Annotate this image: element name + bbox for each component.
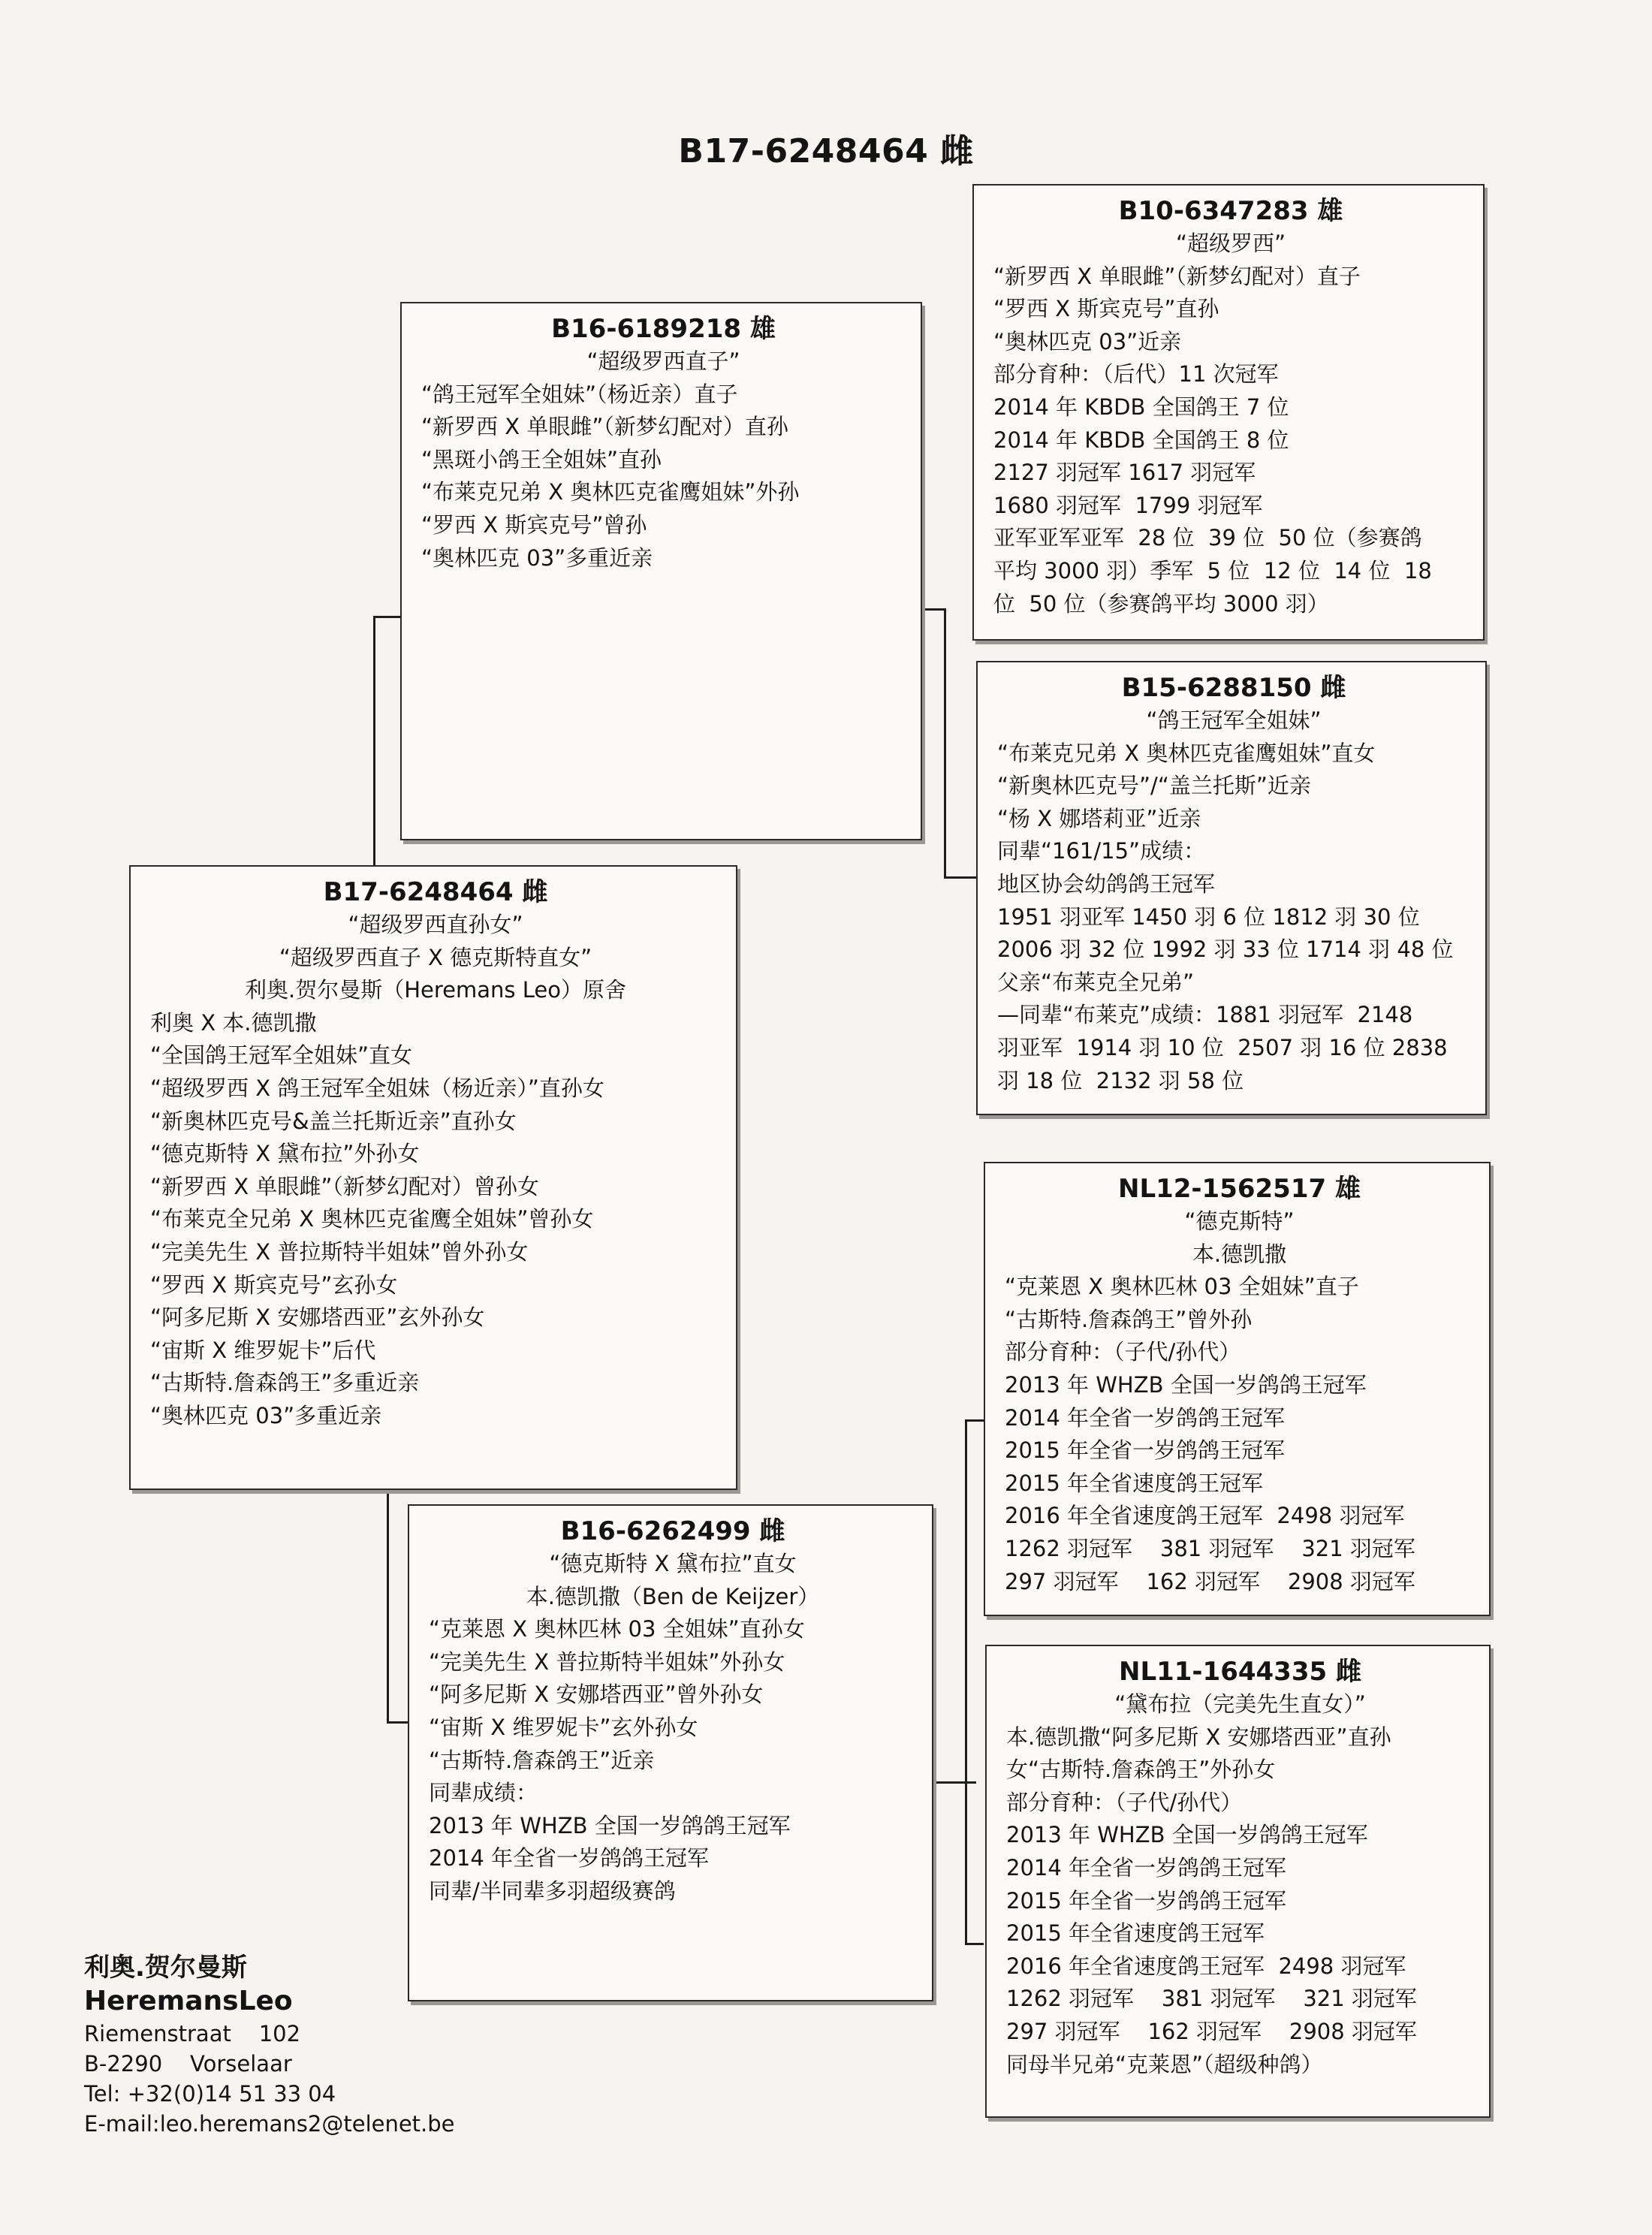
card-line: 2016 年全省速度鸽王冠军 2498 羽冠军 (1005, 1503, 1405, 1529)
connector-line (373, 616, 375, 871)
card-line: 同辈“161/15”成绩： (997, 838, 1206, 864)
card-line: 羽 18 位 2132 羽 58 位 (997, 1067, 1244, 1093)
card-line: 利奥 X 本.德凯撒 (150, 1009, 317, 1036)
card-body (421, 345, 906, 575)
card-line: 2014 年 KBDB 全国鸽王 8 位 (993, 427, 1289, 453)
card-line: “超级罗西” (1175, 231, 1286, 256)
card-line: 2015 年全省速度鸽王冠军 (1006, 1920, 1265, 1947)
card-heading: NL12-1562517 雄 (1118, 1174, 1361, 1204)
card-line: “超级罗西 X 鸽王冠军全姐妹（杨近亲）”直孙女 (150, 1075, 604, 1101)
card-line: “古斯特.詹森鸽王”多重近亲 (150, 1370, 420, 1396)
card-line: 2013 年 WHZB 全国一岁鸽鸽王冠军 (429, 1812, 791, 1838)
card-line: “德克斯特 X 黛布拉”直女 (549, 1551, 797, 1576)
card-line: 2015 年全省速度鸽王冠军 (1005, 1470, 1264, 1496)
card-body (1006, 1688, 1474, 2081)
connector-line (922, 608, 946, 611)
card-line: 2015 年全省一岁鸽鸽王冠军 (1005, 1437, 1286, 1464)
card-line: “罗西 X 斯宾克号”直孙 (993, 296, 1219, 322)
sire-card (400, 302, 922, 840)
card-line: “罗西 X 斯宾克号”玄孙女 (150, 1271, 398, 1298)
connector-line (965, 1943, 984, 1945)
card-line: 1262 羽冠军 381 羽冠军 321 羽冠军 (1005, 1535, 1415, 1561)
card-line: “超级罗西直子 X 德克斯特直女” (279, 944, 592, 970)
card-line: 同母半兄弟“克莱恩”（超级种鸽） (1006, 2051, 1323, 2077)
card-line: 1262 羽冠军 381 羽冠军 321 羽冠军 (1006, 1986, 1417, 2012)
card-line: “黛布拉（完美先生直女）” (1114, 1691, 1366, 1717)
card-heading: B10-6347283 雄 (1118, 196, 1343, 226)
connector-line (944, 876, 978, 879)
card-line: 地区协会幼鸽鸽王冠军 (997, 870, 1216, 897)
dam-card (408, 1504, 933, 2001)
card-line: 部分育种：（后代）11 次冠军 (993, 361, 1279, 388)
card-line: “杨 X 娜塔莉亚”近亲 (997, 805, 1201, 831)
card-line: —同辈“布莱克”成绩：1881 羽冠军 2148 (997, 1002, 1413, 1028)
card-line: 亚军亚军亚军 28 位 39 位 50 位（参赛鸽 (993, 525, 1422, 551)
card-line: “新罗西 X 单眼雌”（新梦幻配对）直孙 (421, 414, 788, 440)
card-line: “新罗西 X 单眼雌”（新梦幻配对）曾孙女 (150, 1173, 539, 1199)
card-line: “古斯特.詹森鸽王”曾外孙 (1005, 1306, 1253, 1332)
card-line: “阿多尼斯 X 安娜塔西亚”玄外孙女 (150, 1305, 485, 1331)
card-line: “奥林匹克 03”多重近亲 (421, 544, 653, 571)
card-line: 2014 年全省一岁鸽鸽王冠军 (1006, 1854, 1287, 1881)
card-line: “完美先生 X 普拉斯特半姐妹”曾外孙女 (150, 1238, 529, 1265)
connector-line (944, 608, 946, 879)
card-line: 2014 年全省一岁鸽鸽王冠军 (1005, 1404, 1286, 1431)
breeder-tel: Tel: +32(0)14 51 33 04 (84, 2081, 336, 2107)
connector-line (387, 1721, 409, 1724)
card-line: 同辈成绩： (429, 1780, 538, 1806)
breeder-city: B-2290 Vorselaar (84, 2051, 292, 2077)
card-line: “新罗西 X 单眼雌”（新梦幻配对）直子 (993, 263, 1361, 289)
connector-line (931, 1781, 976, 1784)
card-line: 本.德凯撒“阿多尼斯 X 安娜塔西亚”直孙 (1006, 1724, 1391, 1750)
card-line: “新奥林匹克号&盖兰托斯近亲”直孙女 (150, 1108, 517, 1134)
card-line: 平均 3000 羽）季军 5 位 12 位 14 位 18 (993, 557, 1432, 584)
card-body (429, 1548, 917, 1908)
card-line: 部分育种：（子代/孙代） (1005, 1339, 1241, 1365)
card-line: 部分育种：（子代/孙代） (1006, 1789, 1243, 1815)
card-line: 2016 年全省速度鸽王冠军 2498 羽冠军 (1006, 1953, 1406, 1979)
connector-line (387, 1491, 389, 1724)
card-line: 1680 羽冠军 1799 羽冠军 (993, 492, 1263, 518)
breeder-street: Riemenstraat 102 (84, 2021, 301, 2046)
card-heading: B15-6288150 雌 (1121, 673, 1346, 703)
card-line: 2127 羽冠军 1617 羽冠军 (993, 460, 1256, 486)
card-line: “黑斑小鸽王全姐妹”直孙 (421, 446, 662, 472)
card-line: 位 50 位（参赛鸽平均 3000 羽） (993, 590, 1329, 617)
card-line: “阿多尼斯 X 安娜塔西亚”曾外孙女 (429, 1682, 764, 1708)
breeder-name-cn: 利奥.贺尔曼斯 (84, 1953, 247, 1983)
card-body (150, 909, 721, 1433)
sire-sire-card (972, 184, 1485, 641)
card-body (1005, 1205, 1474, 1598)
card-line: 2013 年 WHZB 全国一岁鸽鸽王冠军 (1006, 1822, 1368, 1848)
subject-card (129, 865, 737, 1490)
card-line: “宙斯 X 维罗妮卡”后代 (150, 1337, 376, 1363)
card-line: “克莱恩 X 奥林匹林 03 全姐妹”直孙女 (429, 1616, 805, 1642)
card-line: “超级罗西直孙女” (348, 912, 523, 937)
card-line: “布莱克兄弟 X 奥林匹克雀鹰姐妹”直女 (997, 740, 1376, 766)
card-line: 利奥.贺尔曼斯（Heremans Leo）原舍 (245, 977, 626, 1003)
card-heading: B16-6262499 雌 (560, 1516, 785, 1546)
card-line: “布莱克兄弟 X 奥林匹克雀鹰姐妹”外孙 (421, 479, 800, 505)
card-body (993, 228, 1468, 620)
card-line: 1951 羽亚军 1450 羽 6 位 1812 羽 30 位 (997, 903, 1420, 930)
card-line: 本.德凯撒（Ben de Keijzer） (526, 1583, 820, 1609)
card-line: “罗西 X 斯宾克号”曾孙 (421, 511, 647, 538)
card-line: 2014 年全省一岁鸽鸽王冠军 (429, 1845, 710, 1872)
card-line: “新奥林匹克号”/“盖兰托斯”近亲 (997, 773, 1311, 799)
card-line: 父亲“布莱克全兄弟” (997, 969, 1195, 995)
card-body (997, 704, 1470, 1097)
card-line: 同辈/半同辈多羽超级赛鸽 (429, 1878, 676, 1904)
card-line: 2013 年 WHZB 全国一岁鸽鸽王冠军 (1005, 1371, 1367, 1398)
card-line: “宙斯 X 维罗妮卡”玄外孙女 (429, 1714, 698, 1740)
card-line: “奥林匹克 03”近亲 (993, 328, 1182, 354)
connector-line (965, 1419, 984, 1422)
card-line: 297 羽冠军 162 羽冠军 2908 羽冠军 (1005, 1568, 1415, 1594)
card-heading: B16-6189218 雄 (551, 314, 776, 344)
connector-line (965, 1419, 967, 1945)
card-line: “布莱克全兄弟 X 奥林匹克雀鹰全姐妹”曾孙女 (150, 1206, 594, 1232)
dam-dam-card (985, 1645, 1491, 2118)
card-line: “鸽王冠军全姐妹”（杨近亲）直子 (421, 381, 738, 407)
card-line: “鸽王冠军全姐妹” (1146, 707, 1322, 733)
card-line: “克莱恩 X 奥林匹林 03 全姐妹”直子 (1005, 1274, 1359, 1300)
breeder-name-en: HeremansLeo (84, 1986, 293, 2016)
card-line: 女“古斯特.詹森鸽王”外孙女 (1006, 1757, 1276, 1783)
card-line: 本.德凯撒 (1192, 1241, 1287, 1267)
connector-line (373, 616, 402, 618)
card-line: “德克斯特” (1184, 1208, 1295, 1234)
sire-dam-card (976, 661, 1487, 1115)
card-heading: NL11-1644335 雌 (1119, 1657, 1361, 1687)
card-line: “超级罗西直子” (586, 348, 740, 374)
card-line: 2015 年全省一岁鸽鸽王冠军 (1006, 1887, 1287, 1914)
breeder-contact (84, 1951, 455, 2139)
card-line: “奥林匹克 03”多重近亲 (150, 1402, 382, 1428)
card-line: 羽亚军 1914 羽 10 位 2507 羽 16 位 2838 (997, 1034, 1448, 1060)
card-line: “德克斯特 X 黛布拉”外孙女 (150, 1141, 420, 1167)
card-heading: B17-6248464 雌 (323, 877, 548, 907)
pedigree-title: B17-6248464 雌 (678, 132, 974, 170)
dam-sire-card (984, 1162, 1491, 1616)
breeder-email: E-mail:leo.heremans2@telenet.be (84, 2111, 455, 2137)
card-line: 2006 羽 32 位 1992 羽 33 位 1714 羽 48 位 (997, 937, 1454, 963)
card-line: 2014 年 KBDB 全国鸽王 7 位 (993, 394, 1289, 420)
card-line: “全国鸽王冠军全姐妹”直女 (150, 1042, 413, 1069)
card-line: 297 羽冠军 162 羽冠军 2908 羽冠军 (1006, 2018, 1417, 2044)
card-line: “完美先生 X 普拉斯特半姐妹”外孙女 (429, 1648, 785, 1675)
card-line: “古斯特.詹森鸽王”近亲 (429, 1747, 655, 1773)
